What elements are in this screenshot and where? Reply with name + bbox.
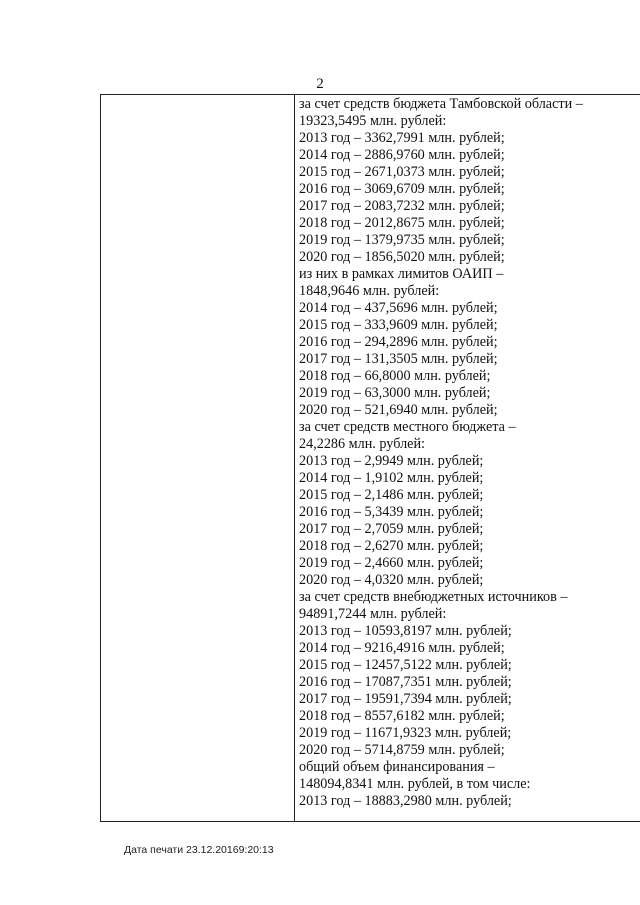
text-line: 2014 год – 9216,4916 млн. рублей; xyxy=(299,640,505,656)
text-line: из них в рамках лимитов ОАИП – xyxy=(299,266,504,282)
text-line: 2015 год – 2,1486 млн. рублей; xyxy=(299,487,484,503)
text-line: 2020 год – 4,0320 млн. рублей; xyxy=(299,572,484,588)
text-line: 2017 год – 19591,7394 млн. рублей; xyxy=(299,691,512,707)
page-number: 2 xyxy=(316,76,324,92)
text-line: 2013 год – 18883,2980 млн. рублей; xyxy=(299,793,512,809)
text-line: 19323,5495 млн. рублей: xyxy=(299,113,447,129)
text-line: 2019 год – 1379,9735 млн. рублей; xyxy=(299,232,505,248)
text-line: 2018 год – 8557,6182 млн. рублей; xyxy=(299,708,505,724)
text-line: 148094,8341 млн. рублей, в том числе: xyxy=(299,776,531,792)
text-line: 1848,9646 млн. рублей: xyxy=(299,283,440,299)
text-line: 2017 год – 131,3505 млн. рублей; xyxy=(299,351,498,367)
text-line: 2020 год – 5714,8759 млн. рублей; xyxy=(299,742,505,758)
text-line: 2017 год – 2,7059 млн. рублей; xyxy=(299,521,484,537)
text-line: 2015 год – 333,9609 млн. рублей; xyxy=(299,317,498,333)
text-line: 2014 год – 1,9102 млн. рублей; xyxy=(299,470,484,486)
text-line: 2016 год – 294,2896 млн. рублей; xyxy=(299,334,498,350)
text-line: 2019 год – 11671,9323 млн. рублей; xyxy=(299,725,512,741)
text-line: 2019 год – 63,3000 млн. рублей; xyxy=(299,385,491,401)
funding-text-column xyxy=(299,96,631,810)
text-line: 2020 год – 1856,5020 млн. рублей; xyxy=(299,249,505,265)
text-line: 2013 год – 2,9949 млн. рублей; xyxy=(299,453,484,469)
text-line: за счет средств местного бюджета – xyxy=(299,419,516,435)
text-line: 2016 год – 5,3439 млн. рублей; xyxy=(299,504,484,520)
text-line: 2015 год – 2671,0373 млн. рублей; xyxy=(299,164,505,180)
column-divider xyxy=(294,94,295,822)
text-line: 2018 год – 2012,8675 млн. рублей; xyxy=(299,215,505,231)
text-line: 2017 год – 2083,7232 млн. рублей; xyxy=(299,198,505,214)
text-line: 2018 год – 66,8000 млн. рублей; xyxy=(299,368,491,384)
text-line: 2015 год – 12457,5122 млн. рублей; xyxy=(299,657,512,673)
text-line: 24,2286 млн. рублей: xyxy=(299,436,425,452)
text-line: общий объем финансирования – xyxy=(299,759,495,775)
text-line: 94891,7244 млн. рублей: xyxy=(299,606,447,622)
print-date-footer: Дата печати 23.12.20169:20:13 xyxy=(124,844,274,856)
text-line: 2014 год – 437,5696 млн. рублей; xyxy=(299,300,498,316)
text-line: 2016 год – 3069,6709 млн. рублей; xyxy=(299,181,505,197)
text-line: за счет средств бюджета Тамбовской области – xyxy=(299,96,583,112)
text-line: 2016 год – 17087,7351 млн. рублей; xyxy=(299,674,512,690)
text-line: 2019 год – 2,4660 млн. рублей; xyxy=(299,555,484,571)
text-line: 2014 год – 2886,9760 млн. рублей; xyxy=(299,147,505,163)
text-line: 2020 год – 521,6940 млн. рублей; xyxy=(299,402,498,418)
text-line: 2013 год – 10593,8197 млн. рублей; xyxy=(299,623,512,639)
text-line: 2013 год – 3362,7991 млн. рублей; xyxy=(299,130,505,146)
text-line: за счет средств внебюджетных источников – xyxy=(299,589,568,605)
text-line: 2018 год – 2,6270 млн. рублей; xyxy=(299,538,484,554)
